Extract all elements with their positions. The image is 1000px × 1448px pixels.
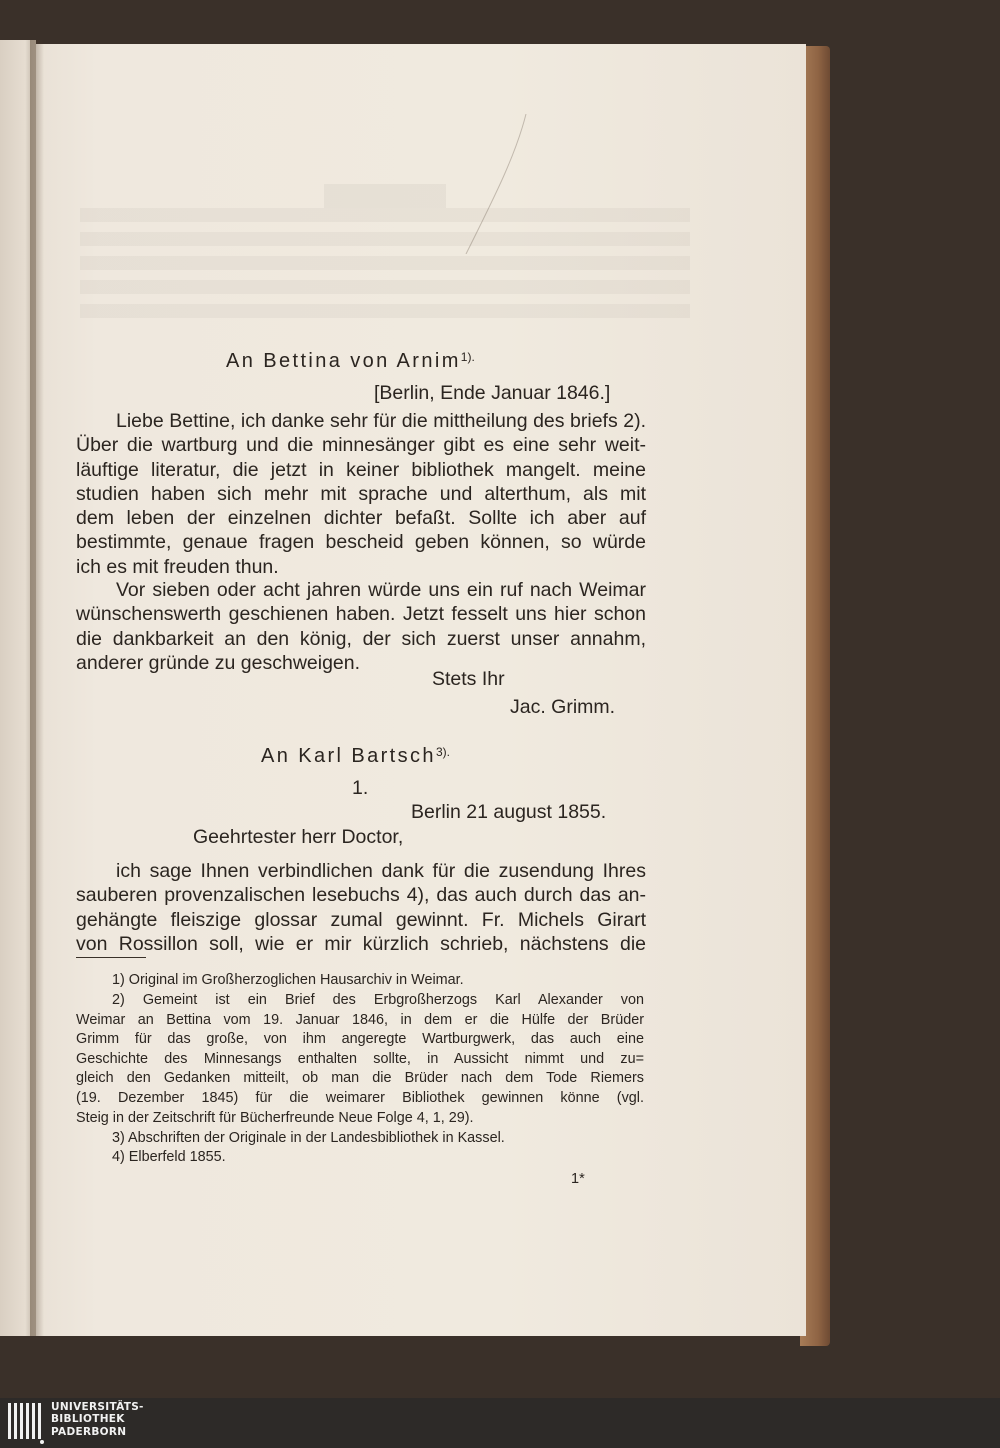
text-line: anderer gründe zu geschweigen. <box>76 651 361 674</box>
printer-signature-mark: 1* <box>571 1171 585 1187</box>
paragraph-1 <box>76 409 646 579</box>
text-line: Liebe Bettine, ich danke sehr für die mittheilung des briefs 2). <box>116 410 646 432</box>
footnote-line: Steig in der Zeitschrift für Bücherfreunde Neue Folge 4, 1, 29). <box>76 1109 474 1126</box>
spine-shadow <box>30 40 44 1336</box>
footnote-line: 3) Abschriften der Originale in der Landesbibliothek in Kassel. <box>112 1130 505 1146</box>
show-through-shadow <box>80 184 690 328</box>
text-line: die dankbarkeit an den könig, der sich zuerst unser annahm, <box>76 627 646 650</box>
paragraph-3 <box>76 859 646 956</box>
letter-heading-bartsch: An Karl Bartsch$^{3).}$ <box>261 745 450 767</box>
text-line: Vor sieben oder acht jahren würde uns ein ruf nach Weimar <box>116 579 646 601</box>
salutation: Geehrtester herr Doctor, <box>193 826 404 848</box>
letter-heading-bettina: An Bettina von Arnim$^{1).}$ <box>226 350 475 372</box>
footnote-line: Geschichte des Minnesangs enthalten sollte, in Aussicht nimmt und zu= <box>76 1050 644 1067</box>
letter-number: 1. <box>352 777 369 799</box>
footnote-2 <box>76 991 644 1128</box>
library-name <box>51 1401 144 1438</box>
text-line: von Rossillon soll, wie er mir kürzlich schrieb, nächstens die <box>76 932 646 955</box>
paper-crease <box>456 114 546 254</box>
footnote-1 <box>76 971 644 991</box>
closing-stets-ihr: Stets Ihr <box>432 668 505 690</box>
text-line: wünschenswerth geschienen haben. Jetzt fesselt uns hier schon <box>76 603 646 626</box>
text-line: studien haben sich mehr mit sprache und alterthum, als mit <box>76 482 646 505</box>
footnote-line: Grimm für das große, von ihm angeregte Wartburgwerk, das auch eine <box>76 1031 644 1048</box>
text-line: ich sage Ihnen verbindlichen dank für die zusendung Ihres <box>116 860 646 882</box>
library-name-line: PADERBORN <box>51 1425 127 1438</box>
text-line: bestimmte, genaue fragen bescheid geben können, so würde <box>76 531 646 554</box>
footnote-ref-1: 1). <box>460 350 475 364</box>
footnote-line: gleich den Gedanken mitteilt, ob man die Brüder nach dem Tode Riemers <box>76 1070 644 1087</box>
library-name-line: UNIVERSITÄTS- <box>51 1401 144 1413</box>
footnote-divider <box>76 957 146 958</box>
footnote-line: (19. Dezember 1845) für die weimarer Bibliothek gewinnen könne (vgl. <box>76 1089 644 1106</box>
footnote-ref-3: 3). <box>435 745 450 759</box>
text-line: ich es mit freuden thun. <box>76 555 279 578</box>
library-name-line: BIBLIOTHEK <box>51 1413 125 1426</box>
footnote-3 <box>76 1129 644 1149</box>
text-line: läuftige literatur, die jetzt in keiner bibliothek mangelt. meine <box>76 458 646 481</box>
text-line: Über die wartburg und die minnesänger gibt es eine sehr weit- <box>76 434 646 457</box>
footnote-4 <box>76 1148 644 1168</box>
text-line: sauberen provenzalischen lesebuchs 4), das auch durch das an- <box>76 884 646 907</box>
text-line: dem leben der einzelnen dichter befaßt. Sollte ich aber auf <box>76 507 646 530</box>
library-footer-bar <box>0 1398 1000 1448</box>
text-line: gehängte fleiszige glossar zumal gewinnt. Fr. Michels Girart <box>76 908 646 931</box>
footnote-line: 4) Elberfeld 1855. <box>112 1149 226 1165</box>
footnote-line: 1) Original im Großherzoglichen Hausarchiv in Weimar. <box>112 972 464 988</box>
footnote-line: 2) Gemeint ist ein Brief des Erbgroßherzogs Karl Alexander von <box>112 992 644 1008</box>
paragraph-2 <box>76 578 646 675</box>
dateline-berlin-1846: [Berlin, Ende Januar 1846.] <box>374 382 611 404</box>
signature-jac-grimm: Jac. Grimm. <box>510 696 616 718</box>
footnote-line: Weimar an Bettina vom 19. Januar 1846, in dem er die Hülfe der Brüder <box>76 1011 644 1028</box>
library-logo-icon <box>6 1401 46 1445</box>
book-page <box>36 44 806 1336</box>
dateline-berlin-1855: Berlin 21 august 1855. <box>411 801 607 823</box>
